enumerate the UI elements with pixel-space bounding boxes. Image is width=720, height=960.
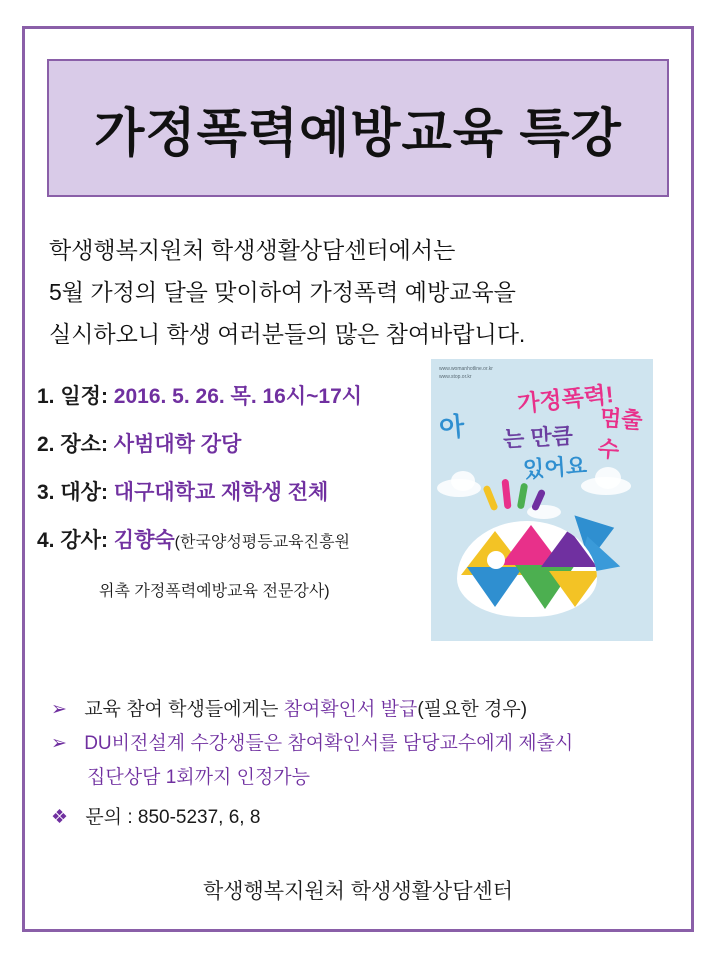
note-text-suffix: (필요한 경우) (417, 699, 528, 720)
detail-number: 4. (37, 529, 55, 552)
intro-line-1: 학생행복지원처 학생생활상담센터에서는 (49, 237, 456, 263)
cloud-icon (595, 467, 621, 489)
confetti-shape (501, 479, 511, 510)
illustration-word-5: 있어요 (522, 452, 588, 483)
detail-separator: : (100, 481, 108, 504)
notes-list (51, 693, 671, 835)
detail-row-schedule (37, 384, 457, 410)
whale-body-icon (457, 521, 597, 617)
note-row-contact (51, 801, 671, 835)
detail-number: 1. (37, 385, 55, 408)
confetti-shape (517, 483, 528, 510)
footer-organization: 학생행복지원처 학생생활상담센터 (202, 880, 514, 903)
note-row-du-vision-second-line: 집단상담 1회까지 인정가능 (87, 767, 311, 788)
arrow-bullet-icon: ➢ (51, 699, 67, 720)
intro-line-3: 실시하오니 학생 여러분들의 많은 참여바랍니다. (49, 321, 526, 347)
illustration-word-2: 아 (437, 410, 466, 444)
poster-frame (22, 26, 694, 932)
detail-row-audience (37, 480, 457, 506)
poster-title-box (47, 59, 669, 197)
illustration-word-1: 가정폭력! (516, 381, 615, 417)
note-text: 문의 : 850-5237, 6, 8 (85, 807, 261, 828)
detail-number: 3. (37, 481, 55, 504)
illustration-word-3: 는 만큼 (502, 423, 574, 452)
illustration-word-4: 멈출 수 (597, 405, 644, 463)
detail-label: 장소 (60, 433, 101, 456)
detail-separator: : (100, 385, 108, 408)
detail-label: 강사 (60, 529, 101, 552)
detail-value: 대구대학교 재학생 전체 (113, 481, 329, 504)
detail-value: 2016. 5. 26. 목. 16시~17시 (113, 385, 363, 408)
note-highlight: 참여확인서 (287, 733, 380, 754)
intro-paragraph (49, 229, 679, 355)
page-title: 가정폭력예방교육 특강 (94, 104, 622, 163)
note-text-suffix: 를 담당교수에게 제출시 (379, 733, 574, 754)
arrow-bullet-icon: ➢ (51, 733, 67, 754)
note-row-certificate (51, 693, 671, 727)
detail-row-place (37, 432, 457, 458)
detail-label: 대상 (60, 481, 101, 504)
detail-note: (한국양성평등교육진흥원 (174, 534, 350, 551)
diamond-bullet-icon: ❖ (51, 807, 69, 828)
detail-value: 김향숙 (113, 529, 175, 552)
detail-row-lecturer (37, 528, 457, 556)
intro-line-2: 5월 가정의 달을 맞이하여 가정폭력 예방교육을 (49, 279, 516, 305)
detail-note-second-line: 위촉 가정폭력예방교육 전문강사) (99, 583, 330, 600)
illustration-url-2: www.stop.or.kr (439, 374, 472, 380)
note-row-du-vision (51, 727, 671, 761)
domestic-violence-awareness-illustration (431, 359, 653, 641)
detail-value: 사범대학 강당 (113, 433, 242, 456)
note-text: 교육 참여 학생들에게는 (84, 699, 284, 720)
illustration-url-1: www.womanhotline.or.kr (439, 366, 493, 372)
cloud-icon (451, 471, 475, 491)
illustration-urls (439, 365, 493, 381)
event-details-list (37, 384, 457, 601)
note-highlight: 참여확인서 발급 (283, 699, 418, 720)
detail-label: 일정 (60, 385, 101, 408)
note-text: DU비전설계 수강생들은 (84, 733, 288, 754)
detail-separator: : (100, 529, 108, 552)
confetti-shape (482, 485, 498, 512)
detail-number: 2. (37, 433, 55, 456)
detail-separator: : (100, 433, 108, 456)
